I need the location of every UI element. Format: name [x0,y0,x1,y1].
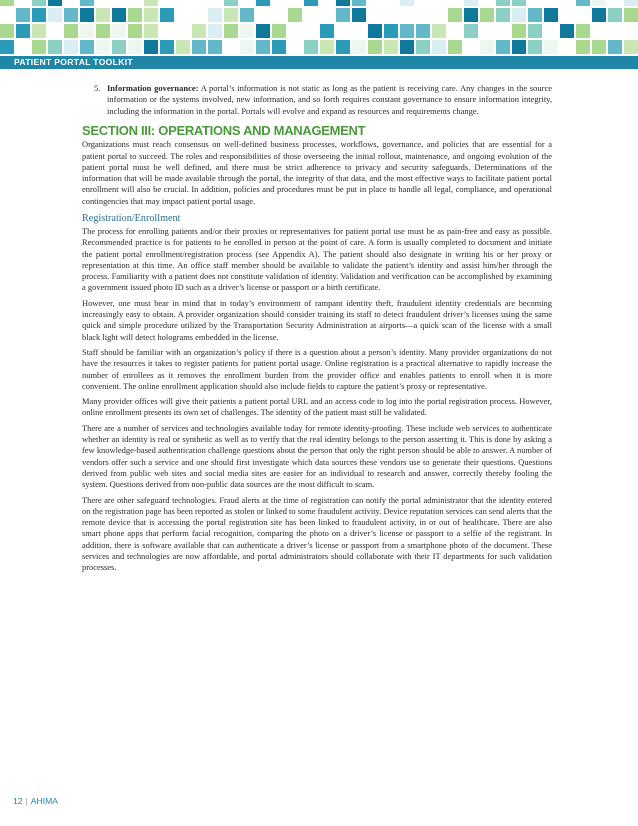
footer-separator: | [25,796,28,806]
subsection-heading: Registration/Enrollment [82,213,181,224]
mosaic-tile [32,0,46,6]
mosaic-tile [464,8,478,22]
mosaic-tile [512,40,526,54]
mosaic-tile [176,40,190,54]
mosaic-tile [352,24,366,38]
mosaic-tile [48,24,62,38]
mosaic-tile [288,0,302,6]
mosaic-tile [128,0,142,6]
mosaic-tile [560,8,574,22]
mosaic-tile [320,40,334,54]
mosaic-tile [96,40,110,54]
mosaic-tile [528,0,542,6]
mosaic-tile [448,8,462,22]
body-paragraph: The process for enrolling patients and/or their proxies or representatives for patient portal use must be as pain-free and easy as possible. Recommended practice is for patients to be enrolled in person at the point of care. A form is usually completed to document and initiate the patient portal enrollment/registration process (see Appendix A). The patient should also designate in writing his or her proxy or representation at this time. An office staff member should be available to validate the patient’s identity and assist him/her through the process. Familiarity with a patient does not constitute validation of identity. Validation and verification can be accomplished by examining a government issued photo ID such as a driver’s license or passport or a birth certificate. [82,226,552,293]
mosaic-tile [48,8,62,22]
mosaic-tile [240,40,254,54]
mosaic-tile [416,0,430,6]
mosaic-tile [48,0,62,6]
mosaic-tile [256,40,270,54]
mosaic-tile [272,0,286,6]
mosaic-tile [432,40,446,54]
mosaic-tile [176,8,190,22]
mosaic-tile [64,40,78,54]
mosaic-tile [480,24,494,38]
mosaic-tile [560,40,574,54]
mosaic-tile [560,24,574,38]
mosaic-tile [192,24,206,38]
mosaic-tile [528,8,542,22]
mosaic-tile [272,40,286,54]
mosaic-tile [432,8,446,22]
mosaic-tile [416,8,430,22]
mosaic-tile [0,8,14,22]
mosaic-tile [224,0,238,6]
body-paragraph: There are other safeguard technologies. Fraud alerts at the time of registration can notify the portal administrator that the identity entered on the registration page has been reported as stolen or linked to some fraudulent activity. Device reputation services can send alerts that the remote device that is accessing the portal registration site has been linked to fraudulent activity, in or out of healthcare. There are also smart phone apps that perform facial recognition, comparing the photo on a driver’s license or passport to a selfie of the registrant. In addition, there is software available that can authenticate a driver’s license or passport from a smartphone photo of the document. These services and technologies are now affordable, and portal administrators should collaborate with their IT departments for such validation processes. [82,494,552,573]
mosaic-tile [0,0,14,6]
mosaic-tile [112,8,126,22]
mosaic-tile [256,8,270,22]
mosaic-tile [128,40,142,54]
body-paragraph: Staff should be familiar with an organization’s policy if there is a question about a person’s identity. Many provider organizations do not have the resources it takes to register patients for patient portal usage. Online registration is a practical alternative to rapidly increase the number of enrollees as it removes the enrollment burden from the provider office and enables patients to enroll when it is more convenient. The online enrollment application should also include fields to capture the patient’s proxy or representative. [82,346,552,391]
footer-organization: AHIMA [30,796,59,806]
mosaic-tile [608,8,622,22]
mosaic-tile [64,24,78,38]
mosaic-tile [384,0,398,6]
mosaic-tile [64,0,78,6]
mosaic-tile [432,0,446,6]
mosaic-tile [384,8,398,22]
mosaic-tile [256,0,270,6]
mosaic-tile [368,24,382,38]
mosaic-tile [80,0,94,6]
mosaic-tile [480,0,494,6]
mosaic-tile [368,0,382,6]
mosaic-tile [544,40,558,54]
mosaic-tile [608,40,622,54]
section-heading: SECTION III: OPERATIONS AND MANAGEMENT [82,123,366,139]
mosaic-tile [128,8,142,22]
mosaic-tile [496,0,510,6]
mosaic-tile [448,24,462,38]
toolkit-title: PATIENT PORTAL TOOLKIT [14,57,133,67]
mosaic-tile [144,8,158,22]
list-item-text: A portal’s information is not static as long as the patient is receiving care. Any changes in the source information or the systems involved, new information, and so forth requires constant governance to ensure information integrity, including the information in the portal. Portals will evolve and expand as resources and requirements change. [107,83,553,116]
mosaic-tile [240,8,254,22]
mosaic-tile [272,8,286,22]
mosaic-tile [96,0,110,6]
mosaic-tile [368,40,382,54]
mosaic-tile [304,0,318,6]
mosaic-tile [48,40,62,54]
mosaic-tile [448,0,462,6]
mosaic-tile [576,0,590,6]
mosaic-tile [352,40,366,54]
mosaic-tile [624,8,638,22]
mosaic-tile [400,24,414,38]
mosaic-tile [144,0,158,6]
mosaic-tile [496,8,510,22]
body-paragraph: There are a number of services and technologies available today for remote identity-proofing. These include web services to authenticate whether an identity is real or synthetic as well as to verify that the real identity belongs to the person asserting it. This is done by asking a few knowledge-based authentication challenge questions about the person that only the right person should be able to answer. A number of vendors offer such a service and one should first investigate which data sources these vendors use to generate their questions. Questions derived from public web sites and social media sites are easier for an individual to research and answer, correctly thereby fooling the system. Questions derived from non-public data sources are the most difficult to scam. [82,422,552,490]
mosaic-tile [448,40,462,54]
mosaic-tile [32,24,46,38]
mosaic-tile [208,0,222,6]
mosaic-tile [624,0,638,6]
mosaic-tile [384,24,398,38]
mosaic-tile [288,8,302,22]
mosaic-tile [320,24,334,38]
mosaic-tile [496,40,510,54]
mosaic-tile [144,40,158,54]
mosaic-tile [480,8,494,22]
mosaic-tile [144,24,158,38]
mosaic-tile [304,24,318,38]
mosaic-tile [208,8,222,22]
mosaic-tile [352,8,366,22]
mosaic-tile [32,8,46,22]
mosaic-tile [272,24,286,38]
mosaic-tile [624,24,638,38]
mosaic-tile [544,24,558,38]
body-paragraph: However, one must bear in mind that in today’s environment of rampant identity theft, fraudulent identity credentials are becoming increasingly easy to obtain. A provider organization should consider training its staff to detect fraudulent driver’s licenses using the same quick and simple procedure utilized by the Transportation Security Administration at airports—a quick scan of the license with a small black light will detect holograms embedded in the license. [82,297,552,342]
list-item-number: 5. [94,83,101,93]
mosaic-tile [0,40,14,54]
mosaic-tile [16,24,30,38]
mosaic-tile [80,40,94,54]
mosaic-tile [544,0,558,6]
mosaic-tile [192,40,206,54]
mosaic-tile [368,8,382,22]
mosaic-tile [528,40,542,54]
mosaic-tile [0,24,14,38]
mosaic-tile [208,24,222,38]
mosaic-tile [592,8,606,22]
mosaic-tile [432,24,446,38]
mosaic-tile [624,40,638,54]
mosaic-tile [336,8,350,22]
mosaic-tile [80,24,94,38]
mosaic-tile [464,40,478,54]
mosaic-tile [592,0,606,6]
mosaic-tile [464,24,478,38]
mosaic-tile [224,24,238,38]
mosaic-tile [576,8,590,22]
mosaic-tile [112,24,126,38]
list-item-information-governance [82,83,552,117]
mosaic-tile [96,24,110,38]
mosaic-tile [112,0,126,6]
mosaic-tile [576,40,590,54]
mosaic-tile [80,8,94,22]
mosaic-tile [336,24,350,38]
list-item-body [107,83,552,117]
mosaic-tile [160,0,174,6]
mosaic-tile [608,24,622,38]
mosaic-tile [576,24,590,38]
page-footer [13,795,58,807]
mosaic-tile [224,8,238,22]
mosaic-tile [416,24,430,38]
mosaic-tile [336,40,350,54]
mosaic-tile [592,24,606,38]
mosaic-tile [16,8,30,22]
mosaic-tile [16,40,30,54]
mosaic-tile [352,0,366,6]
mosaic-tile [480,40,494,54]
mosaic-tile [512,24,526,38]
body-paragraph: Many provider offices will give their patients a patient portal URL and an access code to log into the portal registration process. However, online enrollment presents its own set of challenges. The identity of the patient must still be validated. [82,396,552,418]
header-banner [0,56,638,69]
mosaic-tile [320,8,334,22]
mosaic-tile [544,8,558,22]
mosaic-tile [400,8,414,22]
mosaic-tile [160,8,174,22]
mosaic-tile [96,8,110,22]
header-mosaic-pattern [0,0,638,56]
mosaic-tile [160,24,174,38]
mosaic-tile [400,0,414,6]
page-content [82,83,552,578]
mosaic-tile [336,0,350,6]
mosaic-tile [176,0,190,6]
mosaic-tile [32,40,46,54]
list-item-lead: Information governance: [107,83,199,93]
mosaic-tile [240,0,254,6]
mosaic-tile [128,24,142,38]
mosaic-tile [224,40,238,54]
section-intro-paragraph: Organizations must reach consensus on well-defined business processes, workflows, governance, and policies that are essential for a patient portal to succeed. The roles and responsibilities of those overseeing the initial rollout, maintenance, and ongoing evolution of the patient portal must be well defined, and there must be strict adherence to privacy and security safeguards. Determinations of the information that will be made available through the portal, the integrity of that data, and the most effective ways to facilitate patient portal enrollment will also be crucial. In addition, policies and procedures must be put in place to handle all legal, compliance, and operational contingencies that may impact patient portal usage. [82,139,552,206]
mosaic-tile [256,24,270,38]
mosaic-tile [400,40,414,54]
mosaic-tile [192,0,206,6]
mosaic-tile [496,24,510,38]
mosaic-tile [512,8,526,22]
mosaic-tile [416,40,430,54]
mosaic-tile [208,40,222,54]
mosaic-tile [112,40,126,54]
page-number: 12 [13,796,23,806]
mosaic-tile [608,0,622,6]
mosaic-tile [240,24,254,38]
mosaic-tile [304,8,318,22]
mosaic-tile [304,40,318,54]
mosaic-tile [320,0,334,6]
mosaic-tile [288,40,302,54]
mosaic-tile [464,0,478,6]
mosaic-tile [528,24,542,38]
mosaic-tile [176,24,190,38]
mosaic-tile [160,40,174,54]
mosaic-tile [64,8,78,22]
mosaic-tile [512,0,526,6]
mosaic-tile [560,0,574,6]
mosaic-tile [592,40,606,54]
mosaic-tile [288,24,302,38]
mosaic-tile [192,8,206,22]
mosaic-tile [16,0,30,6]
mosaic-tile [384,40,398,54]
